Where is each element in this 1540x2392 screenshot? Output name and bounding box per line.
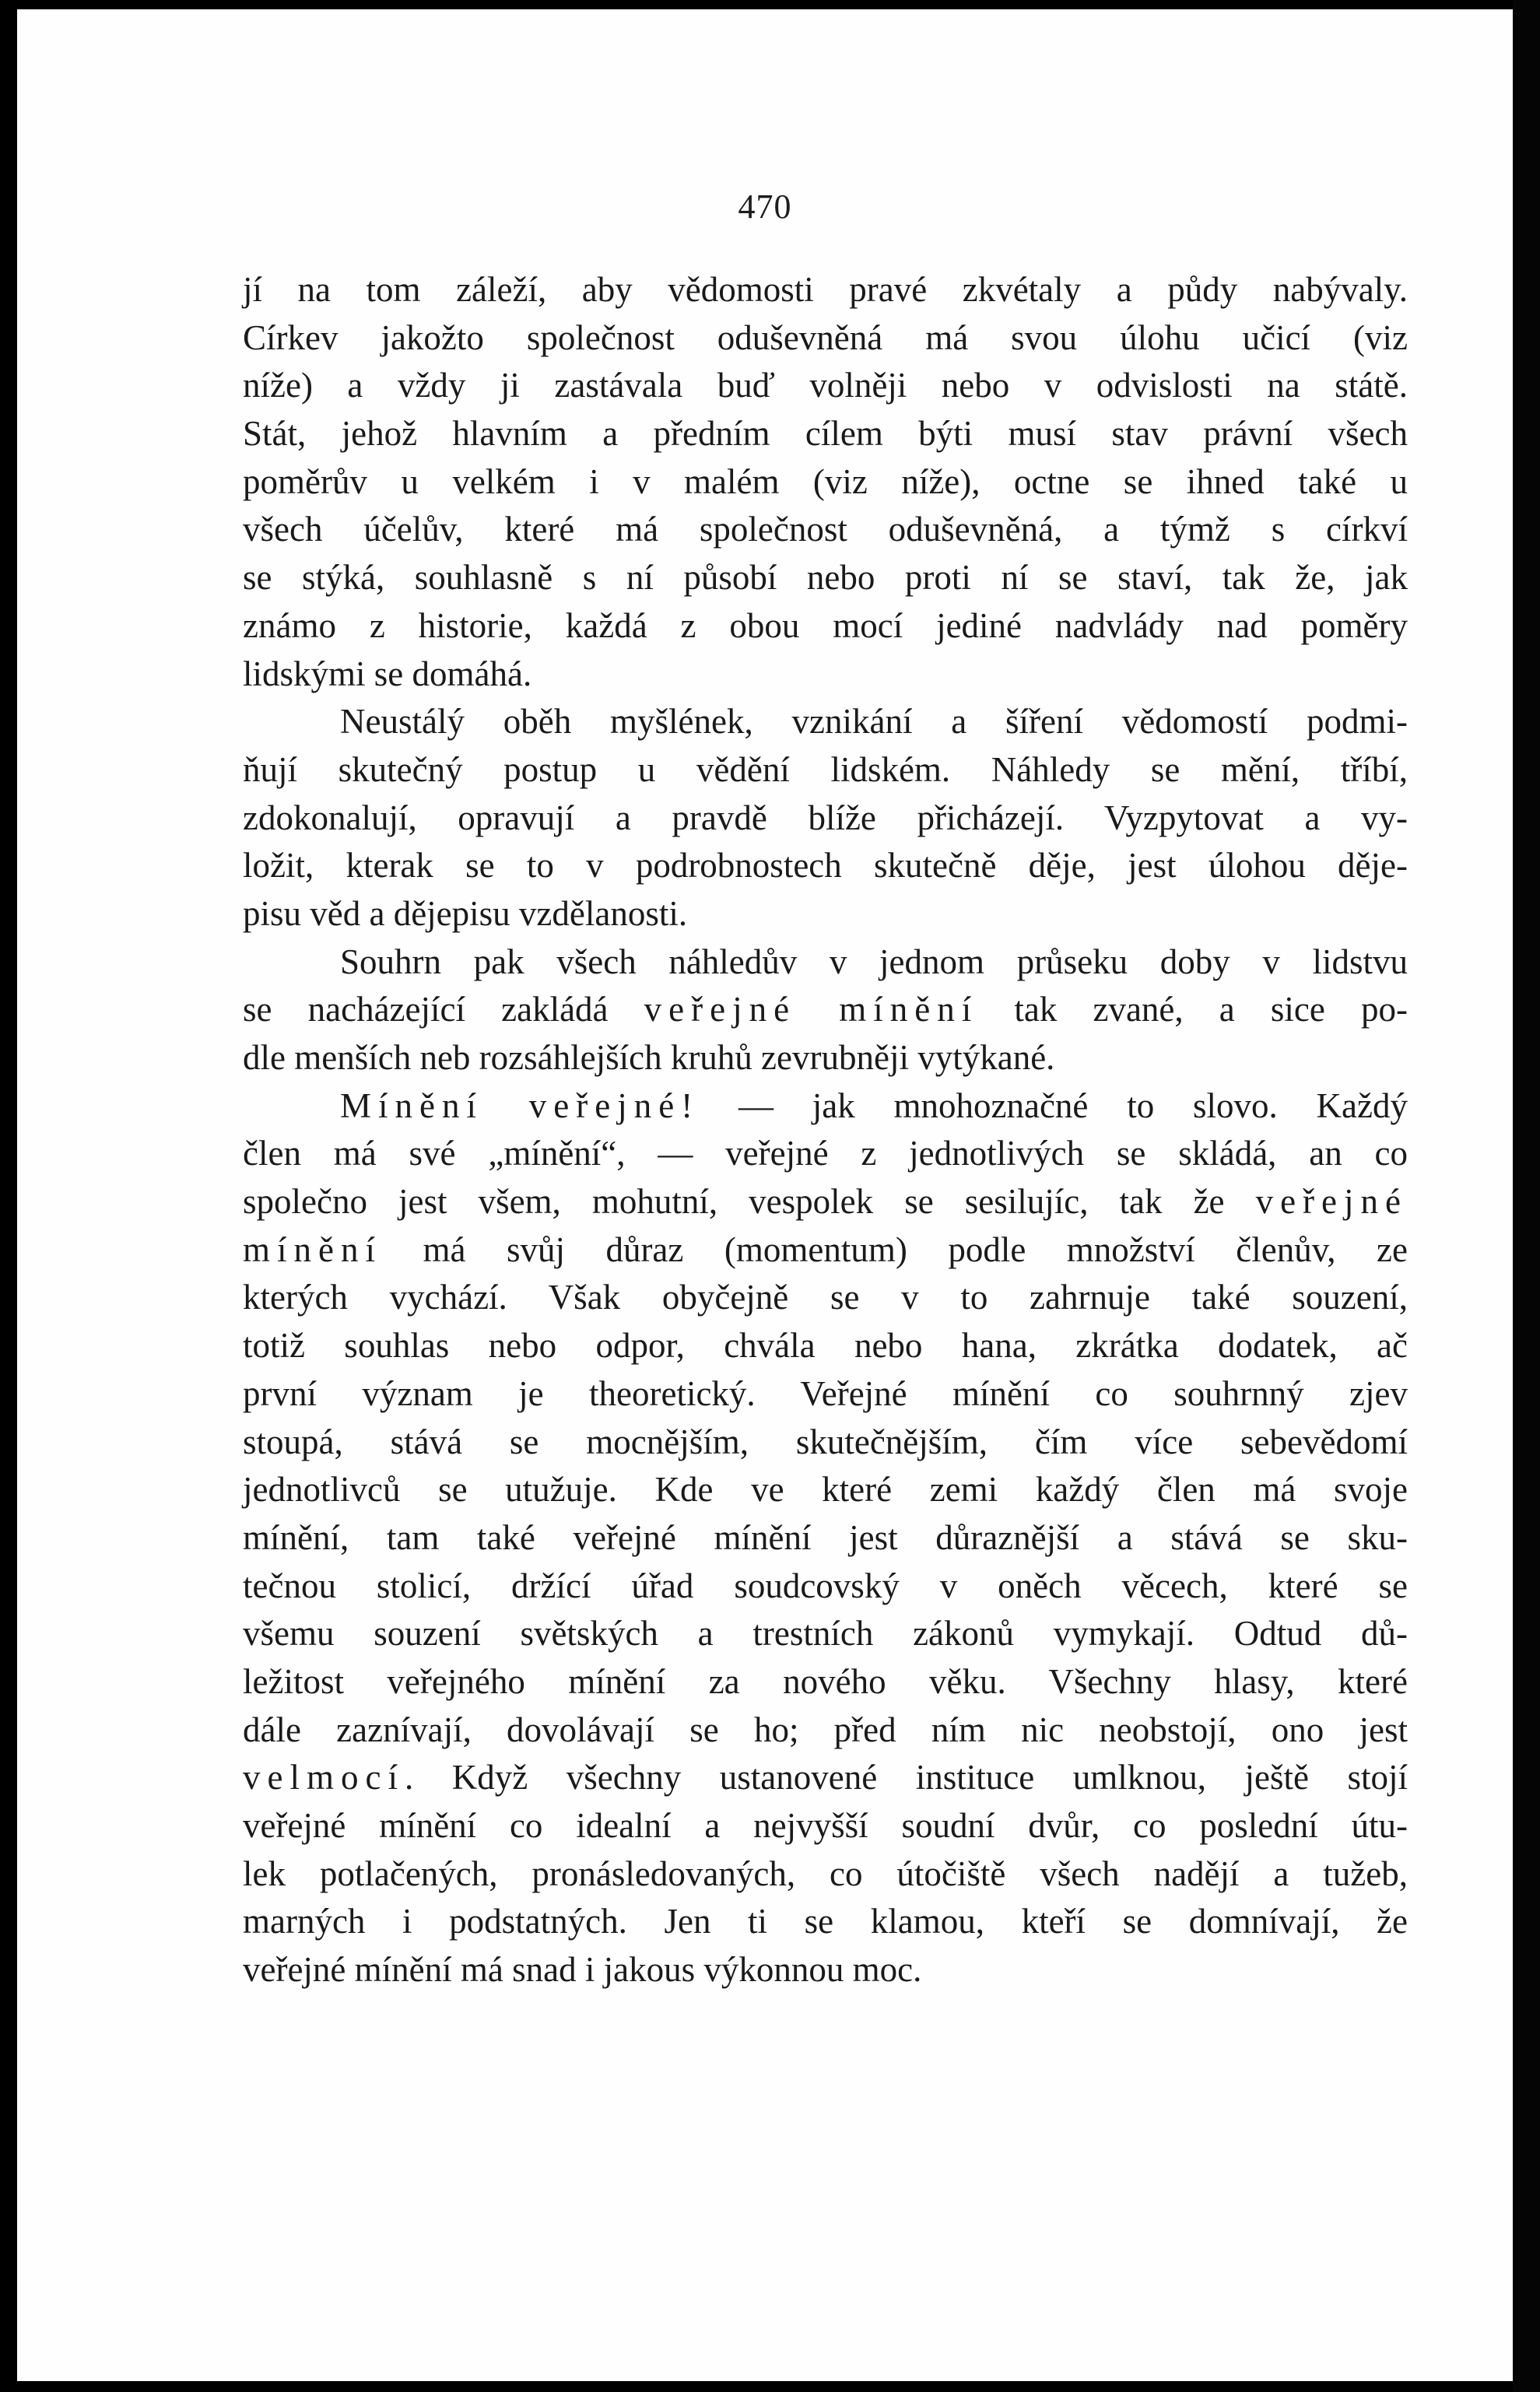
- text-line: jednotlivců se utužuje. Kde ve které zemi každý člen má svoje: [243, 1470, 1408, 1510]
- text-line: tečnou stolicí, držící úřad soudcovský v oněch věcech, které se: [243, 1566, 1408, 1605]
- text-line: [243, 1226, 1408, 1275]
- text-run: má svůj důraz (momentum) podle množství členův, ze: [381, 1229, 1408, 1269]
- paragraph: [243, 698, 1408, 938]
- text-line: ňují skutečný postup u vědění lidském. Náhledy se mění, tříbí,: [243, 749, 1408, 789]
- text-line: Církev jakožto společnost oduševněná má svou úlohu učicí (viz: [243, 317, 1408, 357]
- text-run: tak zvané, a sice po-: [978, 990, 1408, 1029]
- text-line: všech účelův, které má společnost oduševněná, a týmž s církví: [243, 510, 1408, 549]
- page-number: 470: [738, 188, 792, 226]
- text-line: první význam je theoretický. Veřejné mínění co souhrnný zjev: [243, 1373, 1408, 1413]
- text-line: jí na tom záleží, aby vědomosti pravé zkvétaly a půdy nabývaly.: [243, 270, 1408, 309]
- text-line: dále zaznívají, dovolávají se ho; před ním nic neobstojí, ono jest: [243, 1710, 1408, 1749]
- text-run: se nacházející zakládá: [243, 990, 644, 1029]
- emphasized-term: velmocí: [243, 1758, 405, 1798]
- text-line: známo z historie, každá z obou mocí jediné nadvlády nad poměry: [243, 605, 1408, 645]
- paragraph: [243, 266, 1408, 698]
- text-line: [243, 1754, 1408, 1802]
- text-line: lek potlačených, pronásledovaných, co útočiště všech nadějí a tužeb,: [243, 1854, 1408, 1893]
- text-line: Neustálý oběh myšlének, vznikání a šíření vědomostí podmi-: [340, 702, 1408, 742]
- text-line: Souhrn pak všech náhledův v jednom průseku doby v lidstvu: [340, 942, 1408, 981]
- text-line: veřejné mínění co idealní a nejvyšší soudní dvůr, co poslední útu-: [243, 1806, 1408, 1845]
- text-run: . Když všechny ustanovené instituce umlknou, ještě stojí: [404, 1758, 1408, 1798]
- text-line: se stýká, souhlasně s ní působí nebo proti ní se staví, tak že, jak: [243, 558, 1408, 598]
- text-line: zdokonalují, opravují a pravdě blíže přicházejí. Vyzpytovat a vy-: [243, 798, 1408, 837]
- text-line: [243, 1178, 1408, 1226]
- emphasized-term: Mínění veřejné!: [340, 1086, 700, 1125]
- text-line: [243, 986, 1408, 1034]
- text-line: ležitost veřejného mínění za nového věku. Všechny hlasy, které: [243, 1661, 1408, 1701]
- text-line: dle menších neb rozsáhlejších kruhů zevrubněji vytýkané.: [243, 1038, 1055, 1077]
- paragraph: [243, 1082, 1408, 1994]
- text-line: níže) a vždy ji zastávala buď volněji nebo v odvislosti na státě.: [243, 366, 1408, 405]
- text-line: Stát, jehož hlavním a předním cílem býti musí stav právní všech: [243, 414, 1408, 454]
- text-line: mínění, tam také veřejné mínění jest důraznější a stává se sku-: [243, 1517, 1408, 1557]
- emphasized-term: veřejné: [1255, 1182, 1408, 1222]
- text-line: poměrův u velkém i v malém (viz níže), octne se ihned také u: [243, 461, 1408, 501]
- text-run: — jak mnohoznačné to slovo. Každý: [700, 1086, 1408, 1125]
- text-line: lidskými se domáhá.: [243, 654, 532, 693]
- book-page: [17, 9, 1513, 2381]
- text-run: společno jest všem, mohutní, vespolek se sesilujíc, tak že: [243, 1182, 1256, 1222]
- emphasized-term: mínění: [243, 1229, 382, 1269]
- paragraph: [243, 938, 1408, 1082]
- text-line: všemu souzení světských a trestních zákonů vymykají. Odtud dů-: [243, 1614, 1408, 1654]
- text-line: pisu věd a dějepisu vzdělanosti.: [243, 893, 688, 933]
- scan-edge: [1513, 0, 1540, 2392]
- emphasized-term: veřejné mínění: [644, 990, 979, 1029]
- body-text: [243, 266, 1408, 1994]
- text-line: totiž souhlas nebo odpor, chvála nebo hana, zkrátka dodatek, ač: [243, 1326, 1408, 1366]
- text-line: ložit, kterak se to v podrobnostech skutečně děje, jest úlohou děje-: [243, 846, 1408, 886]
- text-line: člen má své „mínění“, — veřejné z jednotlivých se skládá, an co: [243, 1134, 1408, 1173]
- text-line: kterých vychází. Však obyčejně se v to zahrnuje také souzení,: [243, 1278, 1408, 1317]
- text-line: [243, 1082, 1408, 1131]
- text-line: marných i podstatných. Jen ti se klamou, kteří se domnívají, že: [243, 1902, 1408, 1941]
- text-line: veřejné mínění má snad i jakous výkonnou moc.: [243, 1950, 922, 1990]
- text-line: stoupá, stává se mocnějším, skutečnějším, čím více sebevědomí: [243, 1422, 1408, 1461]
